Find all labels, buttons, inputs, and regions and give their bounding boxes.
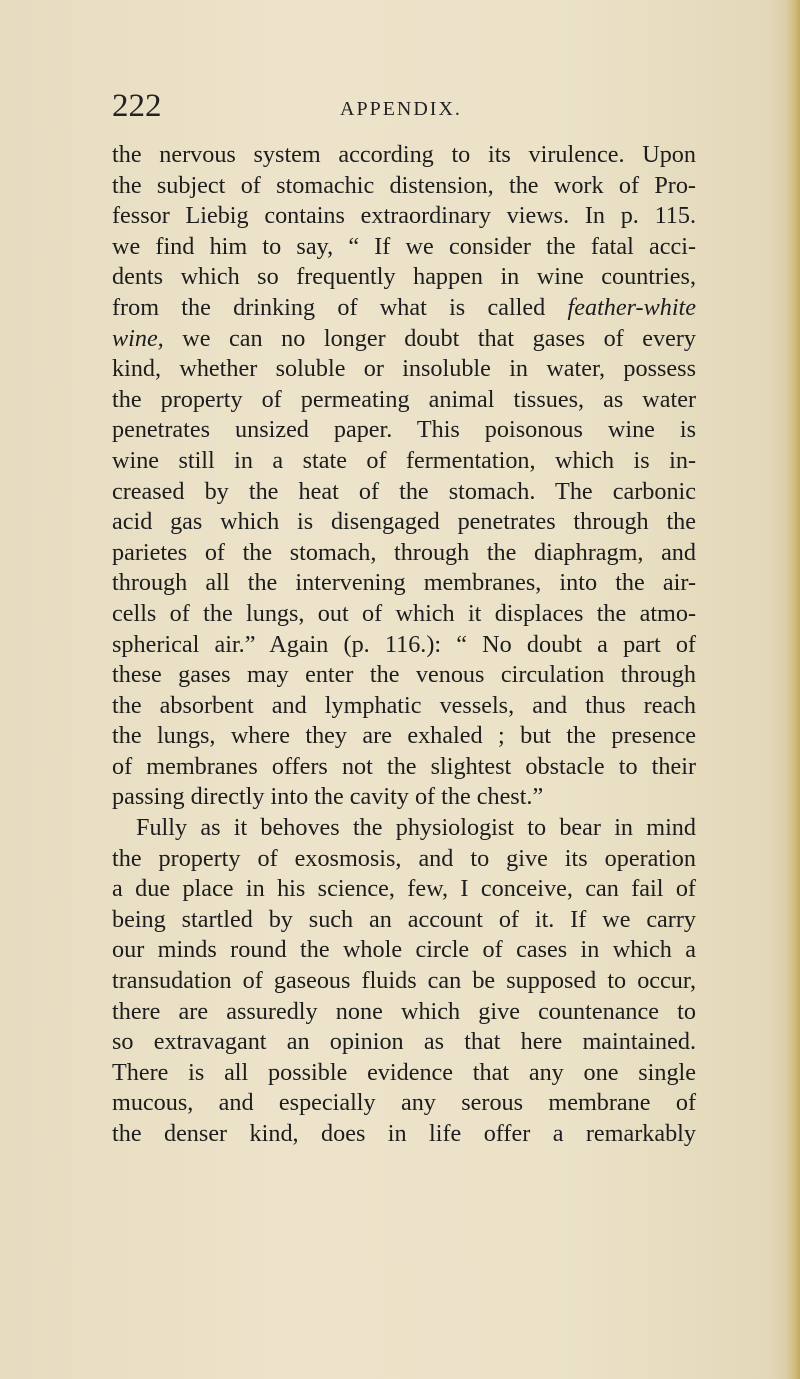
body-text (112, 140, 696, 1150)
text-line: wine still in a state of fermentation, which is in- (112, 446, 696, 474)
text-line: There is all possible evidence that any one single (112, 1058, 696, 1086)
running-head: APPENDIX. (340, 98, 462, 120)
text-line: our minds round the whole circle of cases in which a (112, 936, 696, 964)
text-line: a due place in his science, few, I conceive, can fail of (112, 875, 696, 903)
page-number: 222 (112, 88, 162, 124)
text-line: through all the intervening membranes, into the air- (112, 569, 696, 597)
text-line: the nervous system according to its virulence. Upon (112, 141, 696, 168)
text-line: penetrates unsized paper. This poisonous wine is (112, 416, 696, 444)
text-line-italic: wine, we can no longer doubt that gases of every (112, 324, 696, 352)
text-line: cells of the lungs, out of which it displaces the atmo- (112, 599, 696, 627)
text-line: parietes of the stomach, through the diaphragm, and (112, 538, 696, 566)
italic-phrase: feather-white (567, 293, 696, 321)
text-line: the absorbent and lymphatic vessels, and thus reach (112, 691, 696, 719)
text-line: the property of permeating animal tissues, as water (112, 385, 696, 413)
italic-phrase: wine, (112, 324, 164, 352)
text-line: kind, whether soluble or insoluble in water, possess (112, 355, 696, 383)
text-line-italic: from the drinking of what is called feather-white (112, 293, 696, 321)
text-line: passing directly into the cavity of the chest.” (112, 783, 544, 811)
text-line: of membranes offers not the slightest obstacle to their (112, 752, 696, 780)
text-line: these gases may enter the venous circulation through (112, 661, 696, 689)
text-line: the denser kind, does in life offer a remarkably (112, 1120, 696, 1147)
page-edge (786, 0, 800, 1379)
text-line: creased by the heat of the stomach. The carbonic (112, 477, 696, 505)
text-line: the property of exosmosis, and to give its operation (112, 844, 696, 872)
text-line: spherical air.” Again (p. 116.): “ No doubt a part of (112, 630, 696, 658)
text-line: transudation of gaseous fluids can be supposed to occur, (112, 967, 696, 995)
page-header (112, 86, 752, 126)
text-line: mucous, and especially any serous membrane of (112, 1089, 696, 1117)
text-line: there are assuredly none which give countenance to (112, 997, 696, 1025)
text-line: acid gas which is disengaged penetrates through the (112, 508, 696, 536)
text-line: dents which so frequently happen in wine countries, (112, 263, 696, 291)
text-line: we find him to say, “ If we consider the fatal acci- (112, 232, 696, 260)
text-line: so extravagant an opinion as that here maintained. (112, 1028, 696, 1056)
text-line: fessor Liebig contains extraordinary views. In p. 115. (112, 202, 696, 230)
text-line: Fully as it behoves the physiologist to bear in mind (136, 814, 696, 842)
text-line: being startled by such an account of it. If we carry (112, 905, 696, 933)
text-line: the subject of stomachic distension, the work of Pro- (112, 171, 696, 199)
text-line: the lungs, where they are exhaled ; but the presence (112, 722, 696, 750)
